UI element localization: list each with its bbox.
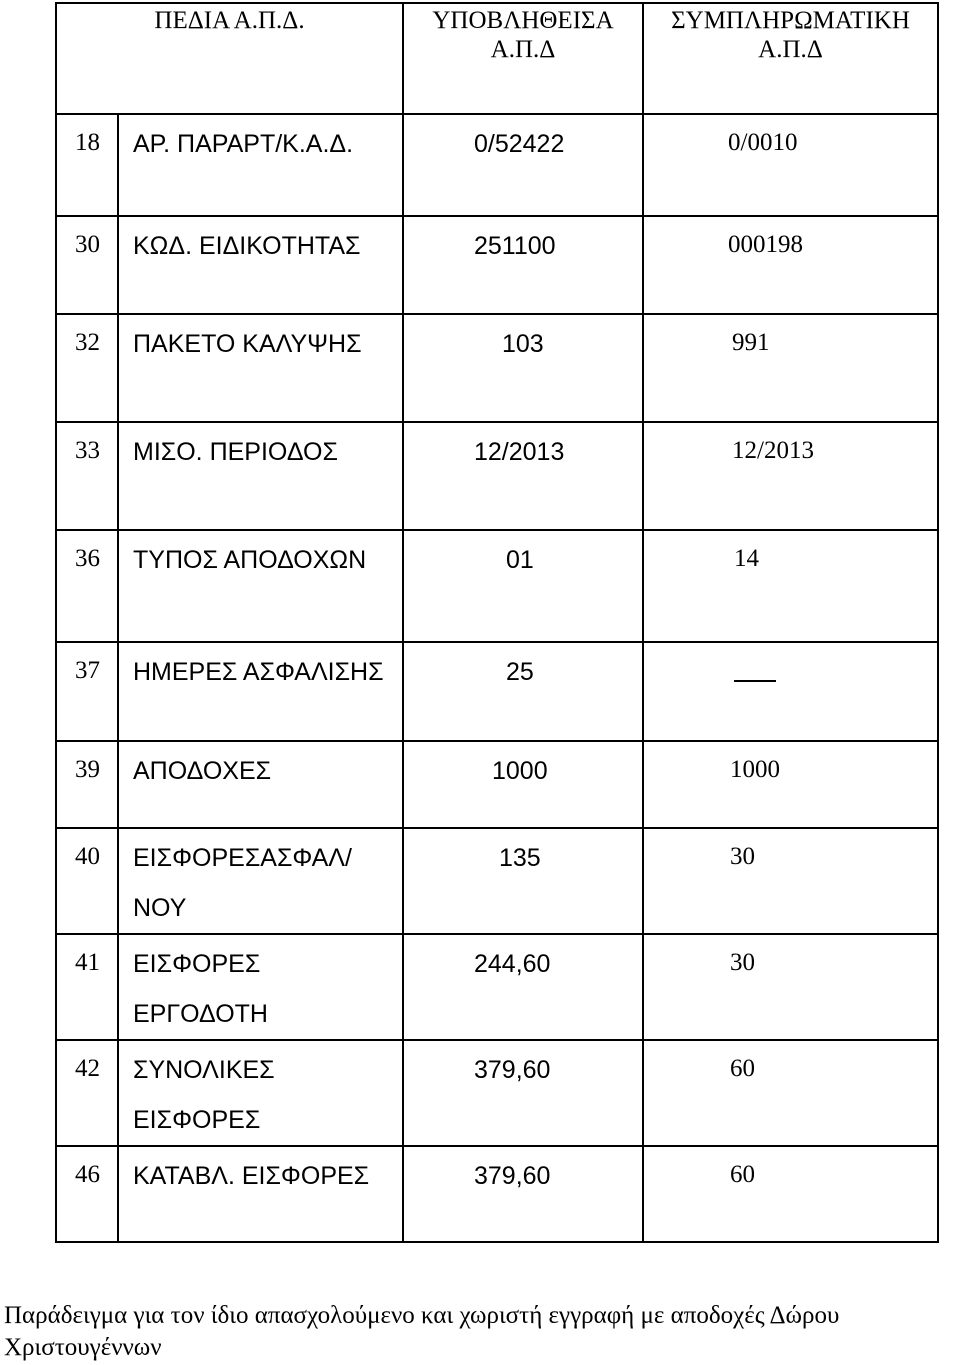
table-row	[56, 216, 938, 314]
empty-dash	[734, 680, 776, 682]
supplementary-value	[643, 642, 938, 741]
supplementary-value: 30	[643, 828, 938, 934]
table-row	[56, 1040, 938, 1146]
submitted-value: 0/52422	[403, 114, 643, 216]
field-label: ΕΙΣΦΟΡΕΣΑΣΦΑΛ/ ΝΟΥ	[118, 828, 403, 934]
supplementary-value: 30	[643, 934, 938, 1040]
submitted-value: 12/2013	[403, 422, 643, 530]
submitted-value: 25	[403, 642, 643, 741]
supplementary-value: 12/2013	[643, 422, 938, 530]
apd-table	[55, 2, 939, 1243]
field-label: ΤΥΠΟΣ ΑΠΟΔΟΧΩΝ	[118, 530, 403, 642]
field-number: 41	[56, 934, 118, 1040]
supplementary-value: 000198	[643, 216, 938, 314]
table-row	[56, 828, 938, 934]
supplementary-value: 60	[643, 1146, 938, 1242]
submitted-value: 251100	[403, 216, 643, 314]
table-row	[56, 1146, 938, 1242]
field-number: 46	[56, 1146, 118, 1242]
table-row	[56, 741, 938, 828]
field-label: ΠΑΚΕΤΟ ΚΑΛΥΨΗΣ	[118, 314, 403, 422]
supplementary-value: 991	[643, 314, 938, 422]
table-row	[56, 422, 938, 530]
submitted-value: 1000	[403, 741, 643, 828]
table-row	[56, 934, 938, 1040]
field-label: ΑΠΟΔΟΧΕΣ	[118, 741, 403, 828]
field-number: 36	[56, 530, 118, 642]
supplementary-value: 60	[643, 1040, 938, 1146]
header-row	[56, 3, 938, 114]
header-submitted: ΥΠΟΒΛΗΘΕΙΣΑ Α.Π.Δ	[403, 3, 643, 114]
field-label: ΕΙΣΦΟΡΕΣ ΕΡΓΟΔΟΤΗ	[118, 934, 403, 1040]
field-number: 40	[56, 828, 118, 934]
submitted-value: 135	[403, 828, 643, 934]
supplementary-value: 14	[643, 530, 938, 642]
submitted-value: 379,60	[403, 1146, 643, 1242]
field-number: 42	[56, 1040, 118, 1146]
supplementary-value: 1000	[643, 741, 938, 828]
table-row	[56, 114, 938, 216]
submitted-value: 379,60	[403, 1040, 643, 1146]
header-supplementary: ΣΥΜΠΛΗΡΩΜΑΤΙΚΗ Α.Π.Δ	[643, 3, 938, 114]
table-row	[56, 642, 938, 741]
field-label: ΚΑΤΑΒΛ. ΕΙΣΦΟΡΕΣ	[118, 1146, 403, 1242]
field-label: ΜΙΣΟ. ΠΕΡΙΟΔΟΣ	[118, 422, 403, 530]
header-fields: ΠΕΔΙΑ Α.Π.Δ.	[56, 3, 403, 114]
supplementary-value: 0/0010	[643, 114, 938, 216]
table-row	[56, 530, 938, 642]
field-number: 32	[56, 314, 118, 422]
field-number: 37	[56, 642, 118, 741]
field-label: ΚΩΔ. ΕΙΔΙΚΟΤΗΤΑΣ	[118, 216, 403, 314]
field-label: ΣΥΝΟΛΙΚΕΣ ΕΙΣΦΟΡΕΣ	[118, 1040, 403, 1146]
submitted-value: 01	[403, 530, 643, 642]
field-number: 33	[56, 422, 118, 530]
submitted-value: 244,60	[403, 934, 643, 1040]
field-number: 18	[56, 114, 118, 216]
field-label: ΑΡ. ΠΑΡΑΡΤ/Κ.Α.Δ.	[118, 114, 403, 216]
table-row	[56, 314, 938, 422]
field-number: 39	[56, 741, 118, 828]
footer-caption: Παράδειγμα για τον ίδιο απασχολούμενο και χωριστή εγγραφή με αποδοχές Δώρου Χριστουγέννων	[4, 1302, 840, 1361]
submitted-value: 103	[403, 314, 643, 422]
field-label: ΗΜΕΡΕΣ ΑΣΦΑΛΙΣΗΣ	[118, 642, 403, 741]
field-number: 30	[56, 216, 118, 314]
